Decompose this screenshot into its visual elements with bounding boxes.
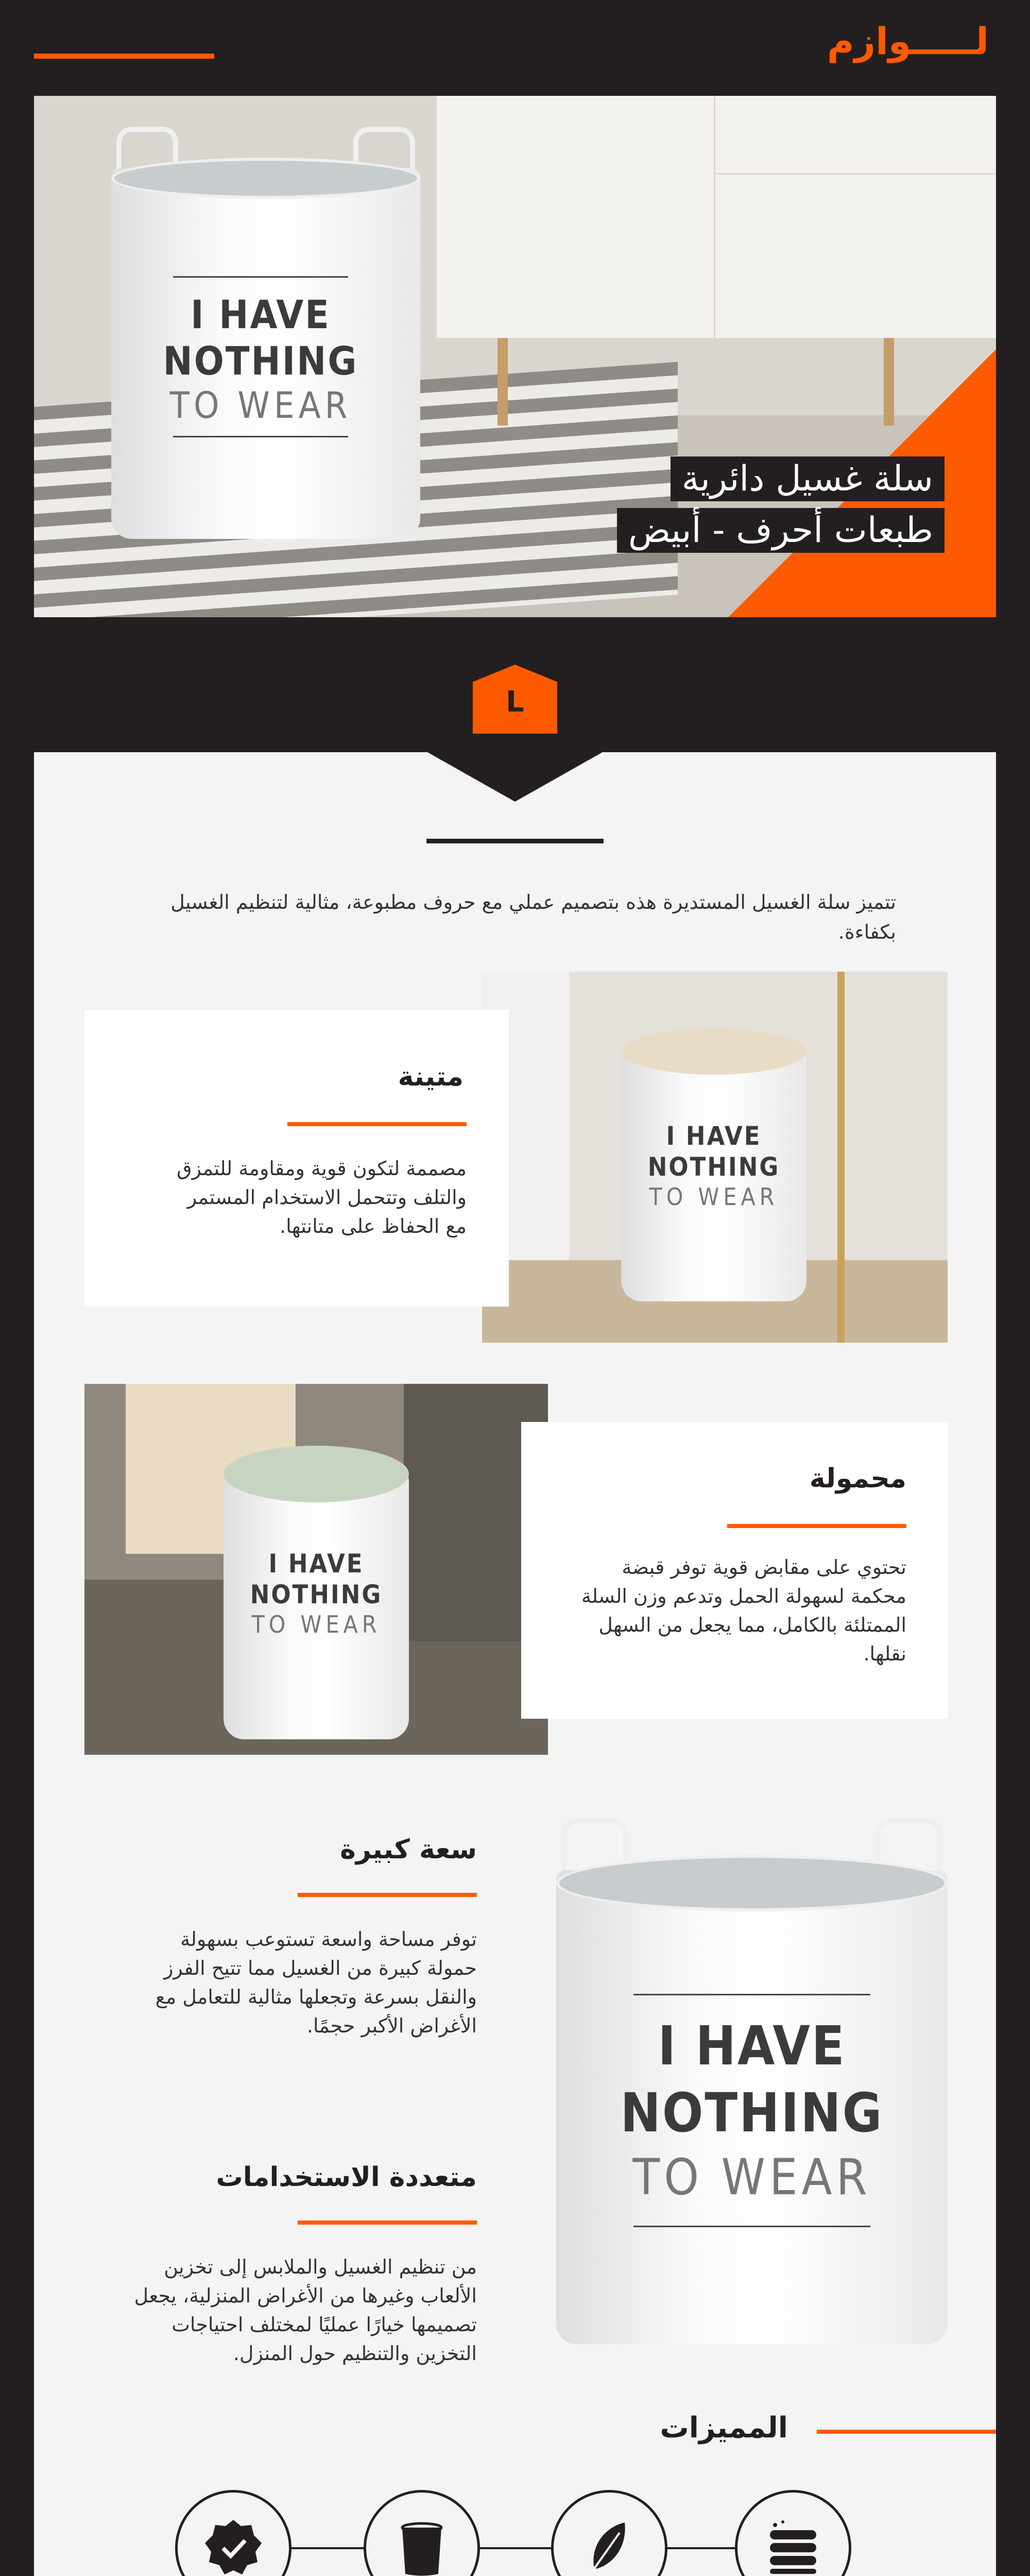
features-connector (221, 2547, 788, 2549)
hero-banner (34, 96, 996, 617)
section-line-versatile (298, 2221, 477, 2225)
hero-title-line1: سلة غسيل دائرية (671, 456, 945, 501)
section-line-portable (727, 1524, 906, 1528)
brand-logo[interactable]: لـــــوازم (827, 20, 989, 63)
section-line-durable (287, 1122, 467, 1126)
basket-icon (388, 2515, 455, 2576)
section-title-capacity: سعة كبيرة (340, 1834, 477, 1865)
photo-durable (482, 972, 948, 1343)
feather-icon (576, 2515, 643, 2576)
brand-badge-letter: L (506, 685, 524, 719)
basket-print-line (173, 276, 348, 278)
hero-cabinet-drawer (714, 173, 996, 175)
header-accent-line (34, 54, 214, 59)
section-text-durable: مصممة لتكون قوية ومقاومة للتمزق والتلف وتتحمل الاستخدام المستمر مع الحفاظ على متانتها. (177, 1157, 467, 1238)
basket-print-line2: NOTHING (250, 1580, 383, 1609)
stacked-towels-icon (760, 2515, 827, 2576)
intro-divider (426, 839, 604, 843)
section-text-portable: تحتوي على مقابض قوية توفر قبضة محكمة لسهولة الحمل وتدعم وزن السلة الممتلئة بالكامل، مما يجعل من السهل نقلها. (581, 1556, 906, 1665)
section-text-capacity: توفر مساحة واسعة تستوعب بسهولة حمولة كبيرة من الغسيل مما تتيح الفرز والنقل بسرعة وتجعلها مثالية للتعامل مع الأغراض الأكبر حجمًا. (155, 1928, 477, 2037)
basket-rim (556, 1855, 948, 1911)
section-title-durable: متينة (398, 1061, 464, 1092)
features-title: المميزات (660, 2411, 788, 2445)
hero-title-line2: طبعات أحرف - أبيض (617, 508, 945, 553)
basket-print-line1: I HAVE (191, 292, 331, 337)
panel-notch (427, 752, 603, 802)
section-line-capacity (298, 1893, 477, 1897)
hero-cabinet (436, 96, 996, 338)
section-title-portable: محمولة (809, 1463, 906, 1494)
basket-print-line3: TO WEAR (251, 1611, 381, 1638)
intro-text: تتميز سلة الغسيل المستديرة هذه بتصميم عملي مع حروف مطبوعة، مثالية لتنظيم الغسيل بكفاءة. (170, 891, 896, 943)
photo-portable (84, 1384, 548, 1755)
basket-print-line (633, 1994, 870, 1995)
basket-print-line3: TO WEAR (169, 384, 352, 427)
basket-print-line (633, 2226, 870, 2227)
basket-rim (111, 158, 420, 199)
basket-print-line1: I HAVE (658, 2014, 846, 2077)
basket-print-line3: TO WEAR (649, 1183, 779, 1211)
section-title-versatile: متعددة الاستخدامات (216, 2162, 477, 2193)
hero-cabinet-divider (714, 96, 715, 338)
basket-print-line (173, 436, 348, 437)
basket-print-line2: NOTHING (620, 2081, 884, 2144)
basket-print-line1: I HAVE (268, 1549, 364, 1579)
basket-print-line1: I HAVE (666, 1121, 762, 1151)
section-text-versatile: من تنظيم الغسيل والملابس إلى تخزين الألعاب وغيرها من الأغراض المنزلية، يجعل تصميمها خيارًا عمليًا لمختلف احتياجات التخزين والتنظيم حول المنزل. (134, 2256, 477, 2365)
features-title-line (817, 2430, 996, 2434)
basket-print-line2: NOTHING (647, 1152, 780, 1182)
basket-print-line2: NOTHING (163, 338, 358, 384)
basket-laundry (224, 1446, 409, 1502)
photo-stand (837, 972, 845, 1343)
hero-cabinet-leg (497, 338, 508, 426)
check-badge-icon (200, 2515, 267, 2576)
basket-laundry (621, 1028, 806, 1075)
basket-print-line3: TO WEAR (632, 2148, 871, 2206)
